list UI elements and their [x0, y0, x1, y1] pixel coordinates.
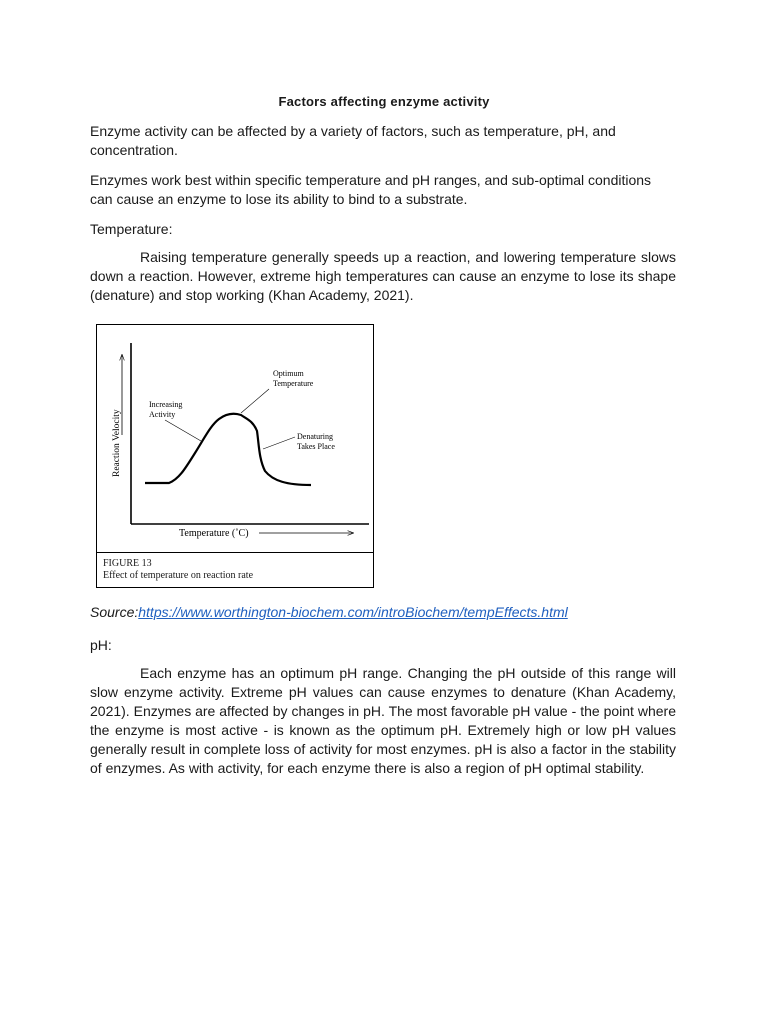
- temperature-figure: [96, 324, 374, 588]
- temperature-chart: [97, 325, 373, 587]
- temperature-paragraph: Raising temperature generally speeds up a reaction, and lowering temperature slows down a reaction. However, extreme high temperatures can cause an enzyme to lose its shape (denature) and stop working (Khan Academy, 2021).: [90, 249, 676, 303]
- annotation-optimum-leader: [241, 389, 269, 413]
- source-label: Source:: [90, 604, 139, 620]
- source-line: [90, 604, 568, 620]
- x-axis-label: Temperature (˚C): [179, 528, 249, 539]
- annotation-optimum: Optimum Temperature: [273, 369, 314, 388]
- source-link[interactable]: https://www.worthington-biochem.com/introBiochem/tempEffects.html: [138, 604, 568, 620]
- ph-heading: pH:: [90, 637, 112, 653]
- intro-paragraph-1: Enzyme activity can be affected by a variety of factors, such as temperature, pH, and concentration.: [90, 123, 616, 158]
- y-axis-label: Reaction Velocity: [112, 409, 122, 477]
- annotation-denaturing-leader: [263, 437, 295, 449]
- intro-paragraph-2: Enzymes work best within specific temperature and pH ranges, and sub-optimal conditions can cause an enzyme to lose its ability to bind to a substrate.: [90, 172, 652, 207]
- caption-divider: [97, 552, 373, 553]
- ph-paragraph: Each enzyme has an optimum pH range. Changing the pH outside of this range will slow enzyme activity. Extreme pH values can cause enzymes to denature (Khan Academy, 2021). Enzymes are affected by changes in pH. The most favorable pH value - the point where the enzyme is most active - is known as the optimum pH. Extremely high or low pH values generally result in complete loss of activity for most enzymes. pH is also a factor in the stability of enzymes. As with activity, for each enzyme there is also a region of pH optimal stability.: [90, 665, 676, 776]
- document-title: Factors affecting enzyme activity: [278, 94, 490, 109]
- temperature-heading: Temperature:: [90, 221, 173, 237]
- figure-caption-text: Effect of temperature on reaction rate: [103, 570, 254, 581]
- annotation-increasing: Increasing Activity: [149, 400, 183, 419]
- annotation-increasing-leader: [165, 420, 201, 441]
- annotation-denaturing: Denaturing Takes Place: [297, 432, 335, 451]
- figure-caption-number: FIGURE 13: [103, 558, 152, 569]
- activity-curve: [145, 414, 311, 485]
